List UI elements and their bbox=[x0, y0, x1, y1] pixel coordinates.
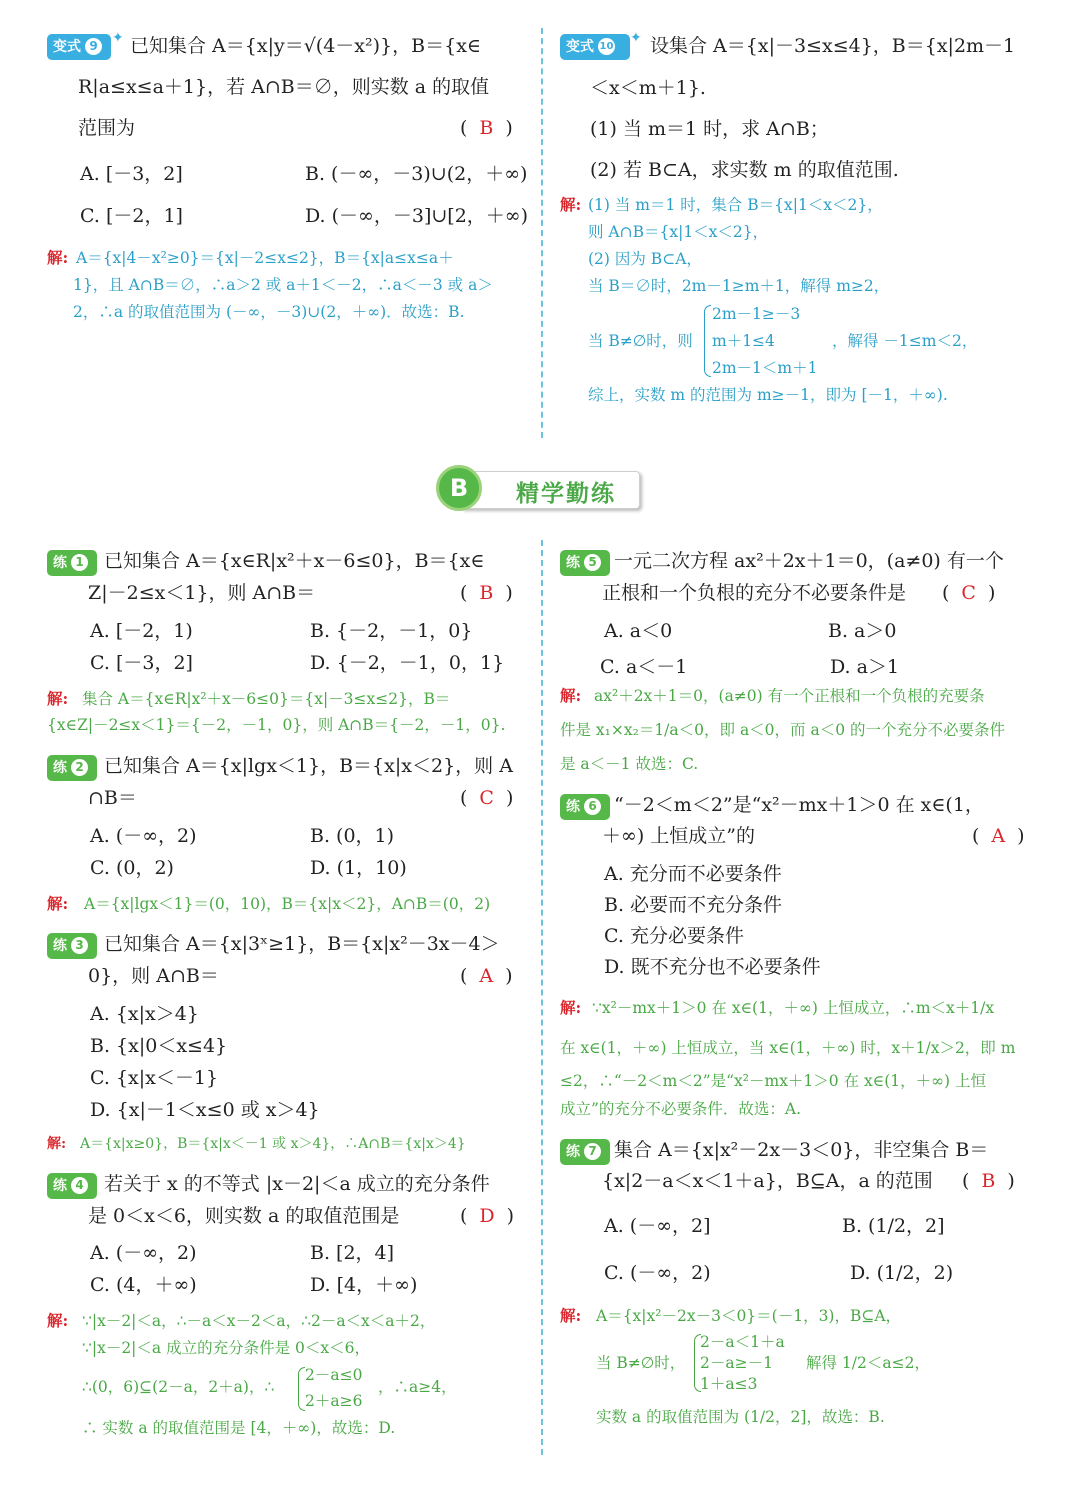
option: A. {x|x＞4} bbox=[90, 1003, 199, 1025]
question-text: 正根和一个负根的充分不必要条件是 bbox=[602, 582, 907, 604]
question-text: ＜x＜m＋1}. bbox=[590, 77, 706, 99]
solution-label: 解: bbox=[47, 1136, 67, 1152]
option: C. (0，2) bbox=[90, 857, 174, 879]
option: A. [－2，1) bbox=[90, 620, 193, 642]
answer-letter: C bbox=[479, 787, 494, 809]
conclusion: ∴ 实数 a 的取值范围是 [4，＋∞)，故选：D. bbox=[82, 1419, 396, 1437]
solution-line: ∵|x－2|＜a，∴－a＜x－2＜a，∴2－a＜x＜a＋2， bbox=[82, 1312, 436, 1330]
solution-line: 集合 A＝{x∈R|x²＋x－6≤0}＝{x|－3≤x≤2}，B＝ bbox=[82, 690, 451, 708]
solution-line: 成立”的充分不必要条件．故选：A. bbox=[560, 1100, 802, 1118]
option: B. [2，4] bbox=[310, 1242, 395, 1264]
section-letter: B bbox=[436, 465, 482, 511]
solution-line: (2) 因为 B⊂A， bbox=[588, 250, 702, 268]
system-result: ，∴a≥4， bbox=[378, 1378, 457, 1396]
exercise-tag: 练 2 bbox=[47, 755, 97, 781]
option: C. [－3，2] bbox=[90, 652, 193, 674]
case-result: ，解得 －1≤m＜2， bbox=[832, 332, 978, 350]
answer-letter: C bbox=[961, 582, 976, 604]
system-line: 2m－1＜m＋1 bbox=[712, 359, 818, 377]
exercise-tag: 练 6 bbox=[560, 794, 610, 820]
answer-letter: B bbox=[479, 117, 494, 139]
option: D. {x|－1＜x≤0 或 x＞4} bbox=[90, 1099, 320, 1121]
option: C. {x|x＜－1} bbox=[90, 1067, 219, 1089]
solution-line: A＝{x|lgx＜1}＝(0，10)，B＝{x|x＜2}，A∩B＝(0，2) bbox=[84, 895, 491, 913]
question-text: R|a≤x≤a＋1}，若 A∩B＝∅，则实数 a 的取值 bbox=[78, 76, 490, 98]
option: B. a＞0 bbox=[828, 620, 897, 642]
question-text: 范围为 bbox=[78, 117, 136, 139]
question-text: “－2＜m＜2”是“x²－mx＋1＞0 在 x∈(1， bbox=[614, 794, 984, 816]
brace bbox=[704, 305, 711, 377]
system-line: 2＋a≥6 bbox=[305, 1392, 363, 1410]
solution-line: 件是 x₁×x₂＝1/a＜0，即 a＜0，而 a＜0 的一个充分不必要条件 bbox=[560, 721, 1005, 739]
system-line: 2－a≥－1 bbox=[700, 1354, 773, 1372]
solution-label: 解: bbox=[47, 1311, 69, 1330]
solution-line: ax²＋2x＋1＝0，(a≠0) 有一个正根和一个负根的充要条 bbox=[594, 687, 985, 705]
variant-tag: 变式 10 bbox=[560, 34, 630, 60]
system-line: m＋1≤4 bbox=[712, 332, 775, 350]
question-text: (2) 若 B⊂A，求实数 m 的取值范围. bbox=[590, 159, 899, 181]
option: D. [4，＋∞) bbox=[310, 1274, 418, 1296]
system-prefix: 当 B≠∅时， bbox=[596, 1354, 686, 1372]
solution-label: 解: bbox=[47, 689, 69, 708]
answer-bracket: ( B ) bbox=[962, 1170, 1015, 1192]
section-header bbox=[436, 465, 640, 513]
solution-line: ∵|x－2|＜a 成立的充分条件是 0＜x＜6， bbox=[82, 1339, 370, 1357]
option: A. (－∞，2) bbox=[90, 1242, 197, 1264]
answer-letter: A bbox=[479, 965, 494, 987]
exercise-tag: 练 7 bbox=[560, 1139, 610, 1165]
answer-bracket: ( A ) bbox=[460, 965, 513, 987]
solution-line: 则 A∩B＝{x|1＜x＜2}， bbox=[588, 223, 769, 241]
question-text: 是 0＜x＜6，则实数 a 的取值范围是 bbox=[88, 1205, 400, 1227]
system-line: 2m－1≥－3 bbox=[712, 305, 801, 323]
conclusion: 实数 a 的取值范围为 (1/2，2]，故选：B. bbox=[596, 1408, 885, 1426]
exercise-tag: 练 3 bbox=[47, 933, 97, 959]
question-text: 已知集合 A＝{x|lgx＜1}，B＝{x|x＜2}，则 A bbox=[104, 755, 513, 777]
answer-bracket: ( C ) bbox=[942, 582, 996, 604]
solution-line: 在 x∈(1，＋∞) 上恒成立，当 x∈(1，＋∞) 时，x＋1/x＞2，即 m bbox=[560, 1039, 1016, 1057]
answer-letter: D bbox=[479, 1205, 495, 1227]
conclusion: 综上，实数 m 的范围为 m≥－1，即为 [－1，＋∞). bbox=[588, 386, 948, 404]
variant-tag: 变式 9 bbox=[47, 34, 111, 60]
question-text: 已知集合 A＝{x|y＝√(4－x²)}，B＝{x∈ bbox=[130, 35, 481, 57]
option: B. {x|0＜x≤4} bbox=[90, 1035, 228, 1057]
option: B. {－2，－1，0} bbox=[310, 620, 473, 642]
solution-line: 当 B＝∅时，2m－1≥m＋1，解得 m≥2， bbox=[588, 277, 890, 295]
option: B. (1/2，2] bbox=[842, 1215, 945, 1237]
system-result: 解得 1/2＜a≤2， bbox=[806, 1354, 930, 1372]
question-text: 一元二次方程 ax²＋2x＋1＝0，(a≠0) 有一个 bbox=[614, 550, 1004, 572]
solution-line: A＝{x|4－x²≥0}＝{x|－2≤x≤2}，B＝{x|a≤x≤a＋ bbox=[76, 249, 454, 267]
option: D. (－∞，－3]∪[2，＋∞) bbox=[305, 205, 529, 227]
exercise-tag: 练 5 bbox=[560, 550, 610, 576]
option: B. (－∞，－3)∪(2，＋∞) bbox=[305, 163, 528, 185]
solution-line: ∵x²－mx＋1＞0 在 x∈(1，＋∞) 上恒成立，∴m＜x＋1/x bbox=[592, 999, 995, 1017]
star-icon: ✦ bbox=[630, 30, 642, 46]
solution-line: A＝{x|x²－2x－3＜0}＝(－1，3)，B⊆A， bbox=[596, 1307, 902, 1325]
option: D. {－2，－1，0，1} bbox=[310, 652, 505, 674]
exercise-tag: 练 1 bbox=[47, 550, 97, 576]
section-title: 精学勤练 bbox=[516, 480, 616, 507]
solution-label: 解: bbox=[560, 686, 582, 705]
answer-bracket: ( B ) bbox=[460, 117, 513, 139]
option: C. a＜－1 bbox=[600, 656, 688, 678]
question-text: 已知集合 A＝{x∈R|x²＋x－6≤0}，B＝{x∈ bbox=[104, 550, 485, 572]
question-text: Z|－2≤x＜1}，则 A∩B＝ bbox=[88, 582, 316, 604]
solution-line: 1}，且 A∩B＝∅，∴a＞2 或 a＋1＜－2，∴a＜－3 或 a＞ bbox=[73, 276, 493, 294]
solution-label: 解: bbox=[560, 1306, 582, 1325]
case-prefix: 当 B≠∅时，则 bbox=[588, 332, 693, 350]
system-line: 1＋a≤3 bbox=[700, 1375, 758, 1393]
option: A. 充分而不必要条件 bbox=[604, 863, 782, 885]
solution-label: 解: bbox=[560, 998, 582, 1017]
option: D. a＞1 bbox=[830, 656, 900, 678]
brace bbox=[298, 1367, 305, 1411]
answer-bracket: ( B ) bbox=[460, 582, 513, 604]
column-divider-bottom bbox=[541, 540, 543, 1455]
answer-bracket: ( D ) bbox=[460, 1205, 515, 1227]
star-icon: ✦ bbox=[112, 30, 124, 46]
exercise-tag: 练 4 bbox=[47, 1173, 97, 1199]
option: D. (1/2，2) bbox=[850, 1262, 954, 1284]
solution-line: 是 a＜－1 故选：C. bbox=[560, 755, 699, 773]
solution-label: 解: bbox=[47, 894, 69, 913]
option: B. (0，1) bbox=[310, 825, 395, 847]
solution-line: ≤2，∴“－2＜m＜2”是“x²－mx＋1＞0 在 x∈(1，＋∞) 上恒 bbox=[560, 1072, 987, 1090]
system-prefix: ∴(0，6)⊆(2－a，2＋a)，∴ bbox=[82, 1378, 275, 1396]
solution-line: (1) 当 m＝1 时，集合 B＝{x|1＜x＜2}， bbox=[588, 196, 883, 214]
question-text: 设集合 A＝{x|－3≤x≤4}，B＝{x|2m－1 bbox=[650, 35, 1016, 57]
answer-letter: A bbox=[991, 825, 1006, 847]
column-divider-top bbox=[541, 28, 543, 438]
option: A. (－∞，2) bbox=[90, 825, 197, 847]
question-text: 0}，则 A∩B＝ bbox=[88, 965, 219, 987]
option: C. (－∞，2) bbox=[604, 1262, 711, 1284]
solution-line: A＝{x|x≥0}，B＝{x|x＜－1 或 x＞4}，∴A∩B＝{x|x＞4} bbox=[80, 1136, 466, 1152]
solution-line: {x∈Z|－2≤x＜1}＝{－2，－1，0}，则 A∩B＝{－2，－1，0}. bbox=[47, 716, 506, 734]
question-text: ∩B＝ bbox=[88, 787, 137, 809]
answer-letter: B bbox=[981, 1170, 996, 1192]
question-text: {x|2－a＜x＜1＋a}，B⊆A，a 的范围 bbox=[602, 1170, 933, 1192]
question-text: ＋∞) 上恒成立”的 bbox=[602, 825, 755, 847]
question-text: 若关于 x 的不等式 |x－2|＜a 成立的充分条件 bbox=[104, 1173, 490, 1195]
solution-line: 2，∴a 的取值范围为 (－∞，－3)∪(2，＋∞)．故选：B. bbox=[73, 303, 465, 321]
answer-bracket: ( C ) bbox=[460, 787, 514, 809]
option: D. 既不充分也不必要条件 bbox=[604, 956, 821, 978]
system-line: 2－a＜1＋a bbox=[700, 1333, 785, 1351]
answer-letter: B bbox=[479, 582, 494, 604]
solution-label: 解: bbox=[47, 248, 69, 267]
option: A. (－∞，2] bbox=[604, 1215, 711, 1237]
option: C. 充分必要条件 bbox=[604, 925, 744, 947]
question-text: (1) 当 m＝1 时，求 A∩B； bbox=[590, 118, 829, 140]
option: C. (4，＋∞) bbox=[90, 1274, 197, 1296]
solution-label: 解: bbox=[560, 195, 582, 214]
option: A. a＜0 bbox=[604, 620, 673, 642]
option: C. [－2，1] bbox=[80, 205, 183, 227]
question-text: 已知集合 A＝{x|3ˣ≥1}，B＝{x|x²－3x－4＞ bbox=[104, 933, 500, 955]
system-line: 2－a≤0 bbox=[305, 1366, 363, 1384]
question-text: 集合 A＝{x|x²－2x－3＜0}，非空集合 B＝ bbox=[614, 1139, 989, 1161]
option: A. [－3，2] bbox=[80, 163, 183, 185]
option: B. 必要而不充分条件 bbox=[604, 894, 783, 916]
option: D. (1，10) bbox=[310, 857, 407, 879]
answer-bracket: ( A ) bbox=[972, 825, 1025, 847]
